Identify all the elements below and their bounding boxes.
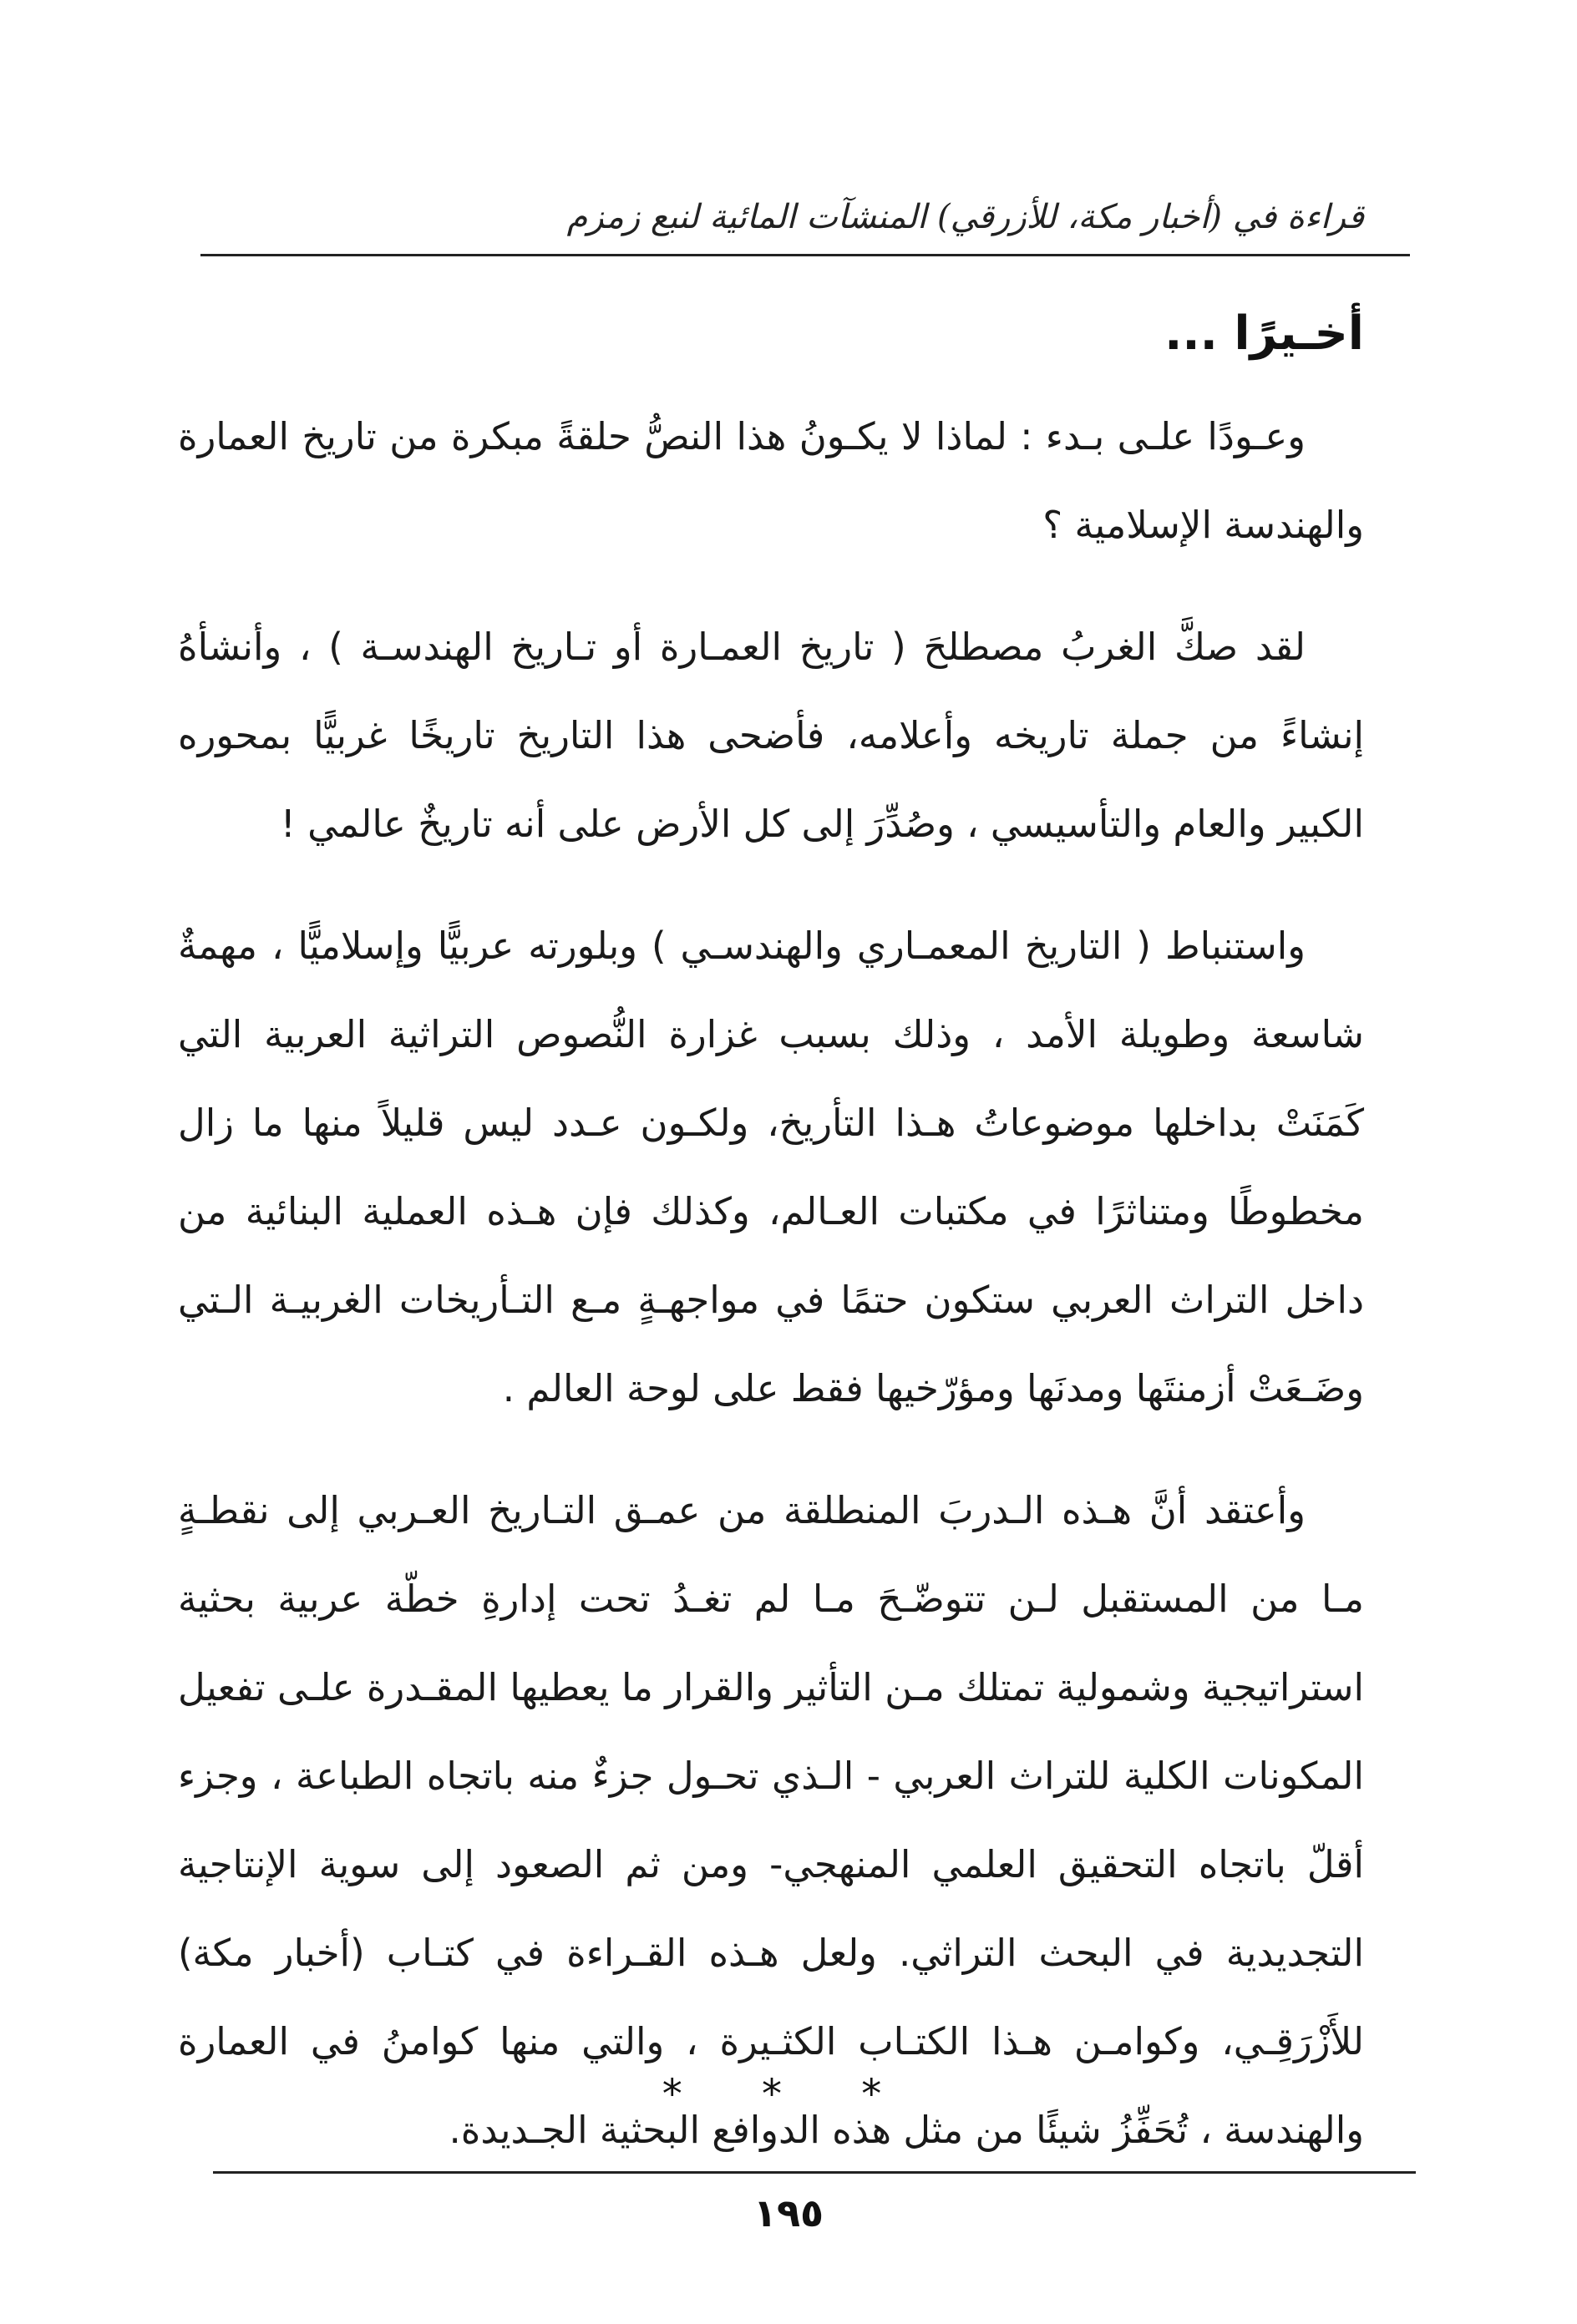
page-number: ١٩٥ [753, 2190, 824, 2235]
paragraph-3: واستنباط ( التاريخ المعمـاري والهندسـي ) وبلورته عربيًّا وإسلاميًّا ، مهمةٌ شاسعة وطويلة الأمد ، وذلك بسبب غزارة النُّصوص التراثية العربية التي كَمَنَتْ بداخلها موضوعاتُ هـذا التأريخ، ولكـون عـدد ليس قليلاً منها ما زال مخطوطًا ومتناثرًا في مكتبات العـالم، وكذلك فإن هـذه العملية البنائية من داخل التراث العربي ستكون حتمًا في مواجهـةٍ مـع التـأريخات الغربيـة الـتي وضَـعَتْ أزمنتَها ومدنَها ومؤرّخيها فقط على لوحة العالم . [178, 924, 1364, 1410]
paragraph-4: وأعتقد أنَّ هـذه الـدربَ المنطلقة من عمـق التـاريخ العـربي إلى نقطـةٍ مـا من المستقبل لـن تتوضّـحَ مـا لم تغـدُ تحت إدارةِ خطّة عربية بحثية استراتيجية وشمولية تمتلك مـن التأثير والقرار ما يعطيها المقـدرة علـى تفعيل المكونات الكلية للتراث العربي - الـذي تحـول جزءٌ منه باتجاه الطباعة ، وجزء أقلّ باتجاه التحقيق العلمي المنهجي- ومن ثم الصعود إلى سوية الإنتاجية التجديدية في البحث التراثي. ولعل هـذه القـراءة في كتـاب (أخبار مكة) للأَزْرَقِـي، وكوامـن هـذا الكتـاب الكثـيرة ، والتي منها كوامنُ في العمارة والهندسة ، تُحَفِّزُ شيئًا من مثل هذه الدوافع البحثية الجـديدة. [178, 1488, 1364, 2152]
header-rule [200, 254, 1410, 256]
running-header: قراءة في (أخبار مكة، للأزرقي) المنشآت المائية لنبع زمزم [566, 198, 1364, 236]
paragraph-2: لقد صكَّ الغربُ مصطلحَ ( تاريخ العمـارة أو تـاريخ الهندسـة ) ، وأنشأهُ إنشاءً من جملة تاريخه وأعلامه، فأضحى هذا التاريخ تاريخًا غربيًّا بمحوره الكبير والعام والتأسيسي ، وصُدِّرَ إلى كل الأرض على أنه تاريخٌ عالمي ! [178, 625, 1364, 846]
section-title: أخـيرًا ... [1164, 306, 1364, 361]
section-end-ornament: * * * [662, 2071, 915, 2118]
body-text [178, 392, 1364, 2208]
footer-rule [213, 2171, 1416, 2174]
paragraph-1: وعـودًا علـى بـدء : لماذا لا يكـونُ هذا النصُّ حلقةً مبكرة من تاريخ العمارة والهندسة الإسلامية ؟ [178, 414, 1364, 547]
